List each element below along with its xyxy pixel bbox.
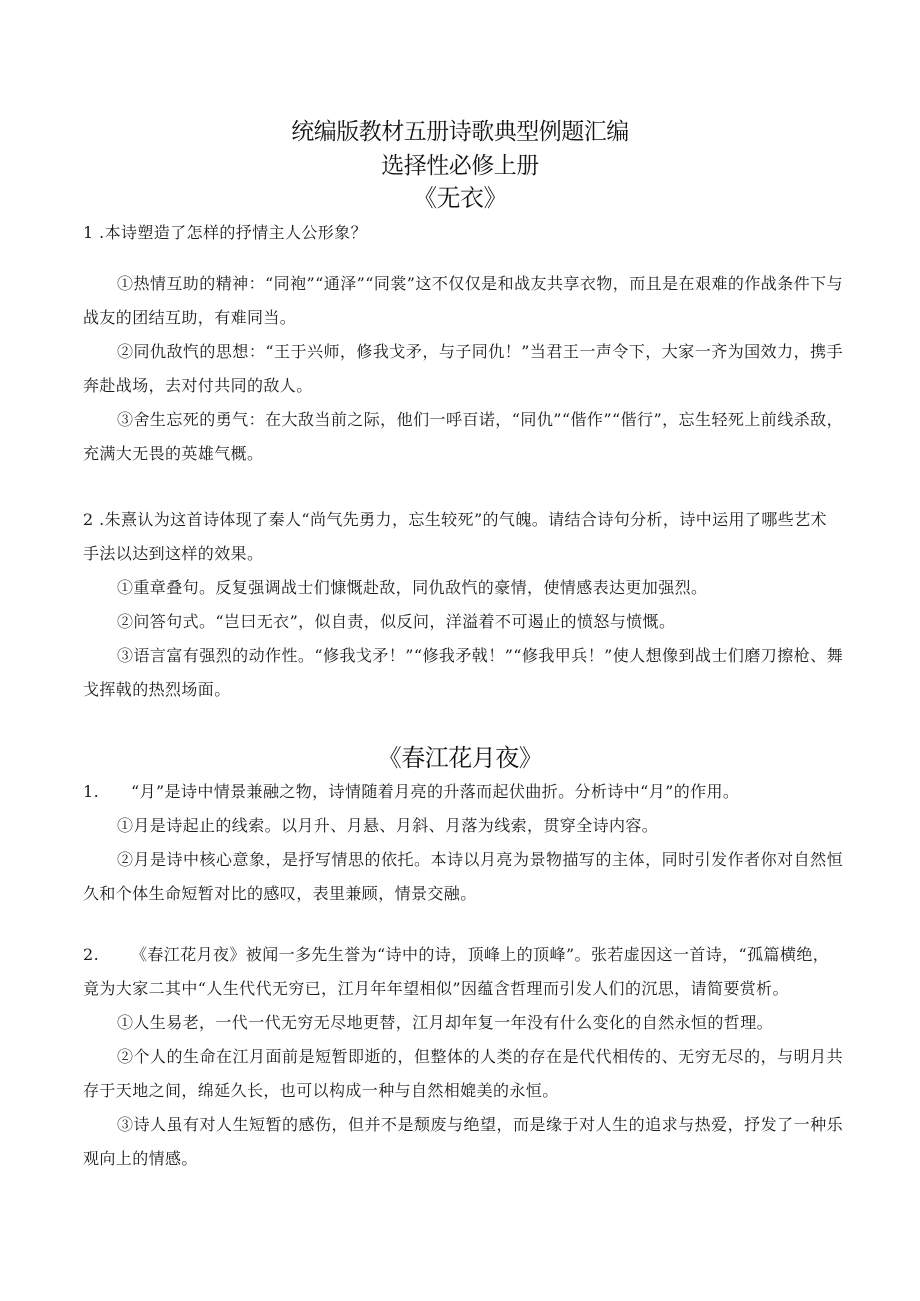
answer-wuyi-2-2: ②问答句式。“岂曰无衣”，似自责，似反问，洋溢着不可遏止的愤怒与愤慨。: [117, 612, 676, 631]
question-wuyi-2: [83, 503, 843, 571]
document-title: 统编版教材五册诗歌典型例题汇编: [291, 119, 629, 145]
answer-chunjiang-2-2: ②个人的生命在江月面前是短暂即逝的，但整体的人类的存在是代代相传的、无穷无尽的，与明月共存于天地之间，绵延久长，也可以构成一种与自然相媲美的永恒。: [83, 1047, 843, 1100]
answer-wuyi-2-1: ①重章叠句。反复强调战士们慷慨赴敌，同仇敌忾的豪情，使情感表达更加强烈。: [117, 578, 708, 597]
answer-wuyi-1-1: ①热情互助的精神：“同袍”“通泽”“同裳”这不仅仅是和战友共享衣物，而且是在艰难的作战条件下与战友的团结互助，有难同当。: [83, 274, 843, 327]
question-number: 2: [83, 510, 94, 529]
answer-wuyi-1-2: ②同仇敌忾的思想：“王于兴师，修我戈矛，与子同仇！”当君王一声令下，大家一齐为国效力，携手奔赴战场，去对付共同的敌人。: [83, 342, 843, 395]
poem-title-chunjiang: 《春江花月夜》: [377, 744, 543, 772]
answer-wuyi-1-3: ③舍生忘死的勇气：在大敌当前之际，他们一呼百诺，“同仇”“偕作”“偕行”，忘生轻死上前线杀敌，充满大无畏的英雄气概。: [83, 410, 843, 463]
question-text: .本诗塑造了怎样的抒情主人公形象？: [93, 223, 367, 242]
question-number: 1.: [83, 782, 100, 801]
question-chunjiang-1: [83, 775, 843, 809]
answer-chunjiang-1-2: ②月是诗中核心意象，是抒写情思的依托。本诗以月亮为景物描写的主体，同时引发作者你对自然恒久和个体生命短暂对比的感叹，表里兼顾，情景交融。: [83, 850, 843, 903]
question-number: 2.: [83, 945, 100, 964]
question-number: 1: [83, 223, 94, 242]
question-text: .朱熹认为这首诗体现了秦人“尚气先勇力，忘生较死”的气魄。请结合诗句分析，诗中运用了哪些艺术手法以达到这样的效果。: [83, 510, 827, 563]
question-text: 《春江花月夜》被闻一多先生誉为“诗中的诗，顶峰上的顶峰”。张若虚因这一首诗，“孤篇横绝，竟为大家二其中“人生代代无穷已，江月年年望相似”因蕴含哲理而引发人们的沉思，请简要赏析。: [83, 945, 830, 998]
document-subtitle: 选择性必修上册: [381, 153, 539, 179]
answer-chunjiang-2-1: ①人生易老，一代一代无穷无尽地更替，江月却年复一年没有什么变化的自然永恒的哲理。: [117, 1013, 774, 1032]
question-wuyi-1: [83, 216, 843, 250]
answer-chunjiang-1-1: ①月是诗起止的线索。以月升、月悬、月斜、月落为线索，贯穿全诗内容。: [117, 816, 659, 835]
answer-wuyi-2-3: ③语言富有强烈的动作性。“修我戈矛！”“修我矛戟！”“修我甲兵！”使人想像到战士们磨刀擦枪、舞戈挥戟的热烈场面。: [83, 646, 843, 699]
answer-chunjiang-2-3: ③诗人虽有对人生短暂的感伤，但并不是颓废与绝望，而是缘于对人生的追求与热爱，抒发了一种乐观向上的情感。: [83, 1115, 843, 1168]
question-chunjiang-2: [83, 938, 843, 1006]
poem-title-wuyi: 《无衣》: [413, 184, 507, 212]
question-text: “月”是诗中情景兼融之物，诗情随着月亮的升落而起伏曲折。分析诗中“月”的作用。: [131, 782, 740, 801]
